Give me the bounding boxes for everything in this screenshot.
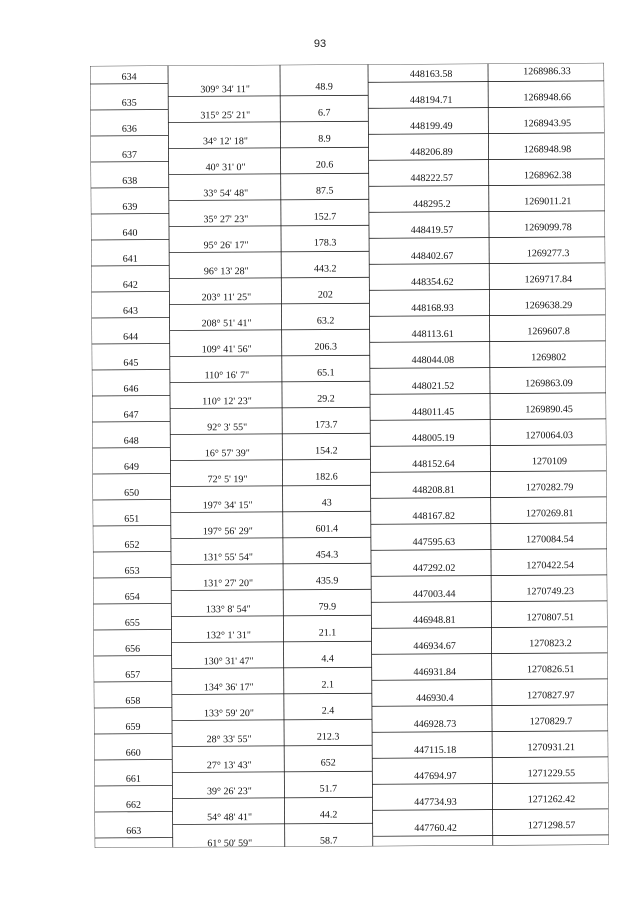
segment-angle: 27° 13' 43" xyxy=(206,760,252,772)
coord-x: 447292.02 xyxy=(412,562,456,575)
segment-angle: 131° 55' 54" xyxy=(203,552,253,564)
coord-x: 448011.45 xyxy=(412,406,455,419)
point-number: 637 xyxy=(122,149,138,161)
segment-length: 206.3 xyxy=(314,341,338,353)
segment-length: 202 xyxy=(317,289,333,301)
segment-length: 87.5 xyxy=(315,185,334,197)
segment-angle: 34° 12' 18" xyxy=(202,136,248,148)
point-number: 661 xyxy=(125,773,141,785)
coord-x: 448295.2 xyxy=(413,198,451,211)
segment-angle: 315° 25' 21" xyxy=(200,110,251,122)
coord-y: 1270826.51 xyxy=(526,664,575,676)
point-number: 642 xyxy=(122,279,138,291)
point-number: 660 xyxy=(125,747,141,759)
coord-x: 448206.89 xyxy=(410,146,453,159)
coord-x: 447115.18 xyxy=(414,744,457,757)
segment-length: 43 xyxy=(321,497,332,509)
segment-length: 51.7 xyxy=(319,783,338,795)
coord-y: 1270084.54 xyxy=(526,534,574,546)
point-number: 644 xyxy=(123,331,139,343)
point-number: 654 xyxy=(124,591,140,603)
point-number: 655 xyxy=(124,617,140,629)
point-number: 652 xyxy=(124,539,140,551)
coord-x: 448168.93 xyxy=(411,302,454,315)
segment-length: 63.2 xyxy=(316,315,335,327)
point-number: 649 xyxy=(123,461,139,473)
segment-angle: 203° 11' 25" xyxy=(201,292,252,304)
segment-length: 4.4 xyxy=(321,653,334,665)
segment-angle: 28° 33' 55" xyxy=(206,734,252,746)
coord-x: 448419.57 xyxy=(410,224,454,237)
segment-angle: 16° 57' 39" xyxy=(204,448,250,460)
coord-x: 446934.67 xyxy=(413,640,456,653)
segment-length: 212.3 xyxy=(316,731,340,743)
segment-angle: 197° 34' 15" xyxy=(202,500,253,512)
coord-x: 448044.08 xyxy=(411,354,455,367)
coord-y: 1270823.2 xyxy=(529,638,572,650)
coord-x: 448167.82 xyxy=(412,510,456,523)
coord-x: 448005.19 xyxy=(411,432,455,445)
point-number: 640 xyxy=(122,227,138,239)
coord-x: 448152.64 xyxy=(412,458,455,471)
segment-length: 58.7 xyxy=(319,835,338,847)
coord-y: 1270829.7 xyxy=(529,716,573,728)
coord-y: 1269011.21 xyxy=(524,196,572,208)
segment-angle: 39° 26' 23" xyxy=(206,786,252,798)
segment-angle: 109° 41' 56" xyxy=(201,344,252,356)
segment-angle: 35° 27' 23" xyxy=(203,214,249,226)
coord-y: 1269607.8 xyxy=(527,326,570,338)
segment-angle: 40° 31' 0" xyxy=(205,162,246,174)
point-number: 650 xyxy=(124,487,140,499)
segment-length: 2.1 xyxy=(321,679,335,691)
segment-length: 48.9 xyxy=(315,81,333,93)
coord-x: 448222.57 xyxy=(410,172,453,185)
coord-y: 1269863.09 xyxy=(525,378,573,390)
coord-x: 447760.42 xyxy=(414,822,457,835)
coord-x: 447734.93 xyxy=(414,796,457,809)
segment-length: 21.1 xyxy=(318,627,337,639)
segment-length: 182.6 xyxy=(315,471,338,483)
point-number: 635 xyxy=(121,97,137,109)
point-number: 647 xyxy=(123,409,139,421)
segment-angle: 131° 27' 20" xyxy=(203,578,254,590)
point-number: 641 xyxy=(122,253,138,265)
coord-x: 448199.49 xyxy=(410,120,453,133)
point-number: 636 xyxy=(121,123,137,135)
point-number: 639 xyxy=(122,201,138,213)
segment-angle: 208° 51' 41" xyxy=(201,318,252,330)
coord-x: 447694.97 xyxy=(414,770,457,783)
segment-angle: 110° 16' 7" xyxy=(204,370,250,382)
coord-x: 448194.71 xyxy=(409,94,453,107)
point-number: 656 xyxy=(125,643,141,655)
point-number: 645 xyxy=(123,357,139,369)
segment-length: 652 xyxy=(320,757,336,769)
coord-y: 1268948.66 xyxy=(523,92,571,104)
coord-y: 1268948.98 xyxy=(523,144,572,156)
point-number: 648 xyxy=(123,435,139,447)
coord-x: 446928.73 xyxy=(413,718,457,731)
coord-y: 1270422.54 xyxy=(526,560,574,572)
segment-length: 435.9 xyxy=(315,575,339,587)
segment-angle: 95° 26' 17" xyxy=(203,240,249,252)
segment-length: 154.2 xyxy=(315,445,338,457)
segment-length: 152.7 xyxy=(313,211,337,223)
coord-x: 446931.84 xyxy=(413,666,456,679)
coordinates-table xyxy=(90,63,609,848)
coord-y: 1268962.38 xyxy=(523,170,572,182)
coord-y: 1269717.84 xyxy=(524,274,573,286)
coord-x: 448354.62 xyxy=(411,276,454,289)
coord-x: 446948.81 xyxy=(413,614,456,627)
coord-y: 1270749.23 xyxy=(526,586,575,598)
coord-x: 447003.44 xyxy=(412,588,456,601)
segment-length: 6.7 xyxy=(318,107,331,119)
segment-angle: 130° 31' 47" xyxy=(203,656,254,668)
coord-y: 1269802 xyxy=(531,352,567,364)
coord-y: 1268986.33 xyxy=(523,66,571,78)
point-number: 646 xyxy=(123,383,139,395)
coord-x: 447595.63 xyxy=(412,536,456,549)
coord-y: 1270109 xyxy=(531,456,567,468)
coord-x: 446930.4 xyxy=(416,692,454,705)
segment-length: 29.2 xyxy=(317,393,335,405)
segment-angle: 309° 34' 11" xyxy=(200,84,250,96)
segment-length: 178.3 xyxy=(313,237,337,249)
coord-y: 1271298.57 xyxy=(527,820,576,832)
segment-angle: 110° 12' 23" xyxy=(202,396,252,408)
coord-y: 1269277.3 xyxy=(526,248,570,260)
coord-y: 1270269.81 xyxy=(525,508,574,520)
coord-y: 1270931.21 xyxy=(527,742,575,754)
point-number: 651 xyxy=(124,513,140,525)
segment-angle: 132° 1' 31" xyxy=(205,630,251,642)
coord-y: 1269890.45 xyxy=(525,404,573,416)
coord-y: 1271262.42 xyxy=(527,794,576,806)
segment-angle: 197° 56' 29" xyxy=(202,526,253,538)
segment-length: 173.7 xyxy=(314,419,338,431)
coord-y: 1270064.03 xyxy=(525,430,574,442)
coord-x: 448163.58 xyxy=(409,68,453,81)
coord-y: 1270827.97 xyxy=(527,690,575,702)
coord-y: 1270282.79 xyxy=(525,482,574,494)
point-number: 643 xyxy=(122,305,139,317)
coord-x: 448208.81 xyxy=(412,484,455,497)
point-number: 659 xyxy=(125,721,141,733)
segment-angle: 72° 5' 19" xyxy=(207,474,248,486)
coord-x: 448113.61 xyxy=(411,328,454,341)
segment-angle: 133° 8' 54" xyxy=(205,604,251,616)
segment-length: 2.4 xyxy=(321,705,335,717)
segment-length: 443.2 xyxy=(313,263,337,275)
segment-length: 454.3 xyxy=(315,549,339,561)
coord-y: 1271229.55 xyxy=(527,768,576,780)
point-number: 658 xyxy=(125,695,141,707)
segment-angle: 33° 54' 48" xyxy=(203,188,249,200)
coord-x: 448402.67 xyxy=(410,250,454,263)
point-number: 657 xyxy=(125,669,141,681)
segment-angle: 133° 59' 20" xyxy=(203,708,254,720)
coord-y: 1269638.29 xyxy=(524,300,573,312)
coord-y: 1268943.95 xyxy=(523,118,572,130)
segment-length: 601.4 xyxy=(315,523,339,535)
segment-angle: 96° 13' 28" xyxy=(203,266,249,278)
coord-x: 448021.52 xyxy=(411,380,455,393)
point-number: 638 xyxy=(122,175,138,187)
segment-angle: 54° 48' 41" xyxy=(207,812,253,824)
point-number: 634 xyxy=(121,71,137,83)
segment-length: 20.6 xyxy=(315,159,334,171)
point-number: 663 xyxy=(126,825,142,837)
point-number: 653 xyxy=(124,565,140,577)
segment-angle: 134° 36' 17" xyxy=(203,682,254,694)
segment-length: 65.1 xyxy=(317,367,335,379)
page-number: 93 xyxy=(313,38,327,50)
segment-angle: 92° 3' 55" xyxy=(207,422,248,434)
coord-y: 1269099.78 xyxy=(524,222,572,234)
point-number: 662 xyxy=(125,799,142,811)
segment-length: 79.9 xyxy=(318,601,337,613)
segment-length: 8.9 xyxy=(318,133,331,145)
coord-y: 1270807.51 xyxy=(526,612,575,624)
segment-length: 44.2 xyxy=(319,809,338,821)
segment-angle: 61° 50' 59" xyxy=(207,838,253,850)
